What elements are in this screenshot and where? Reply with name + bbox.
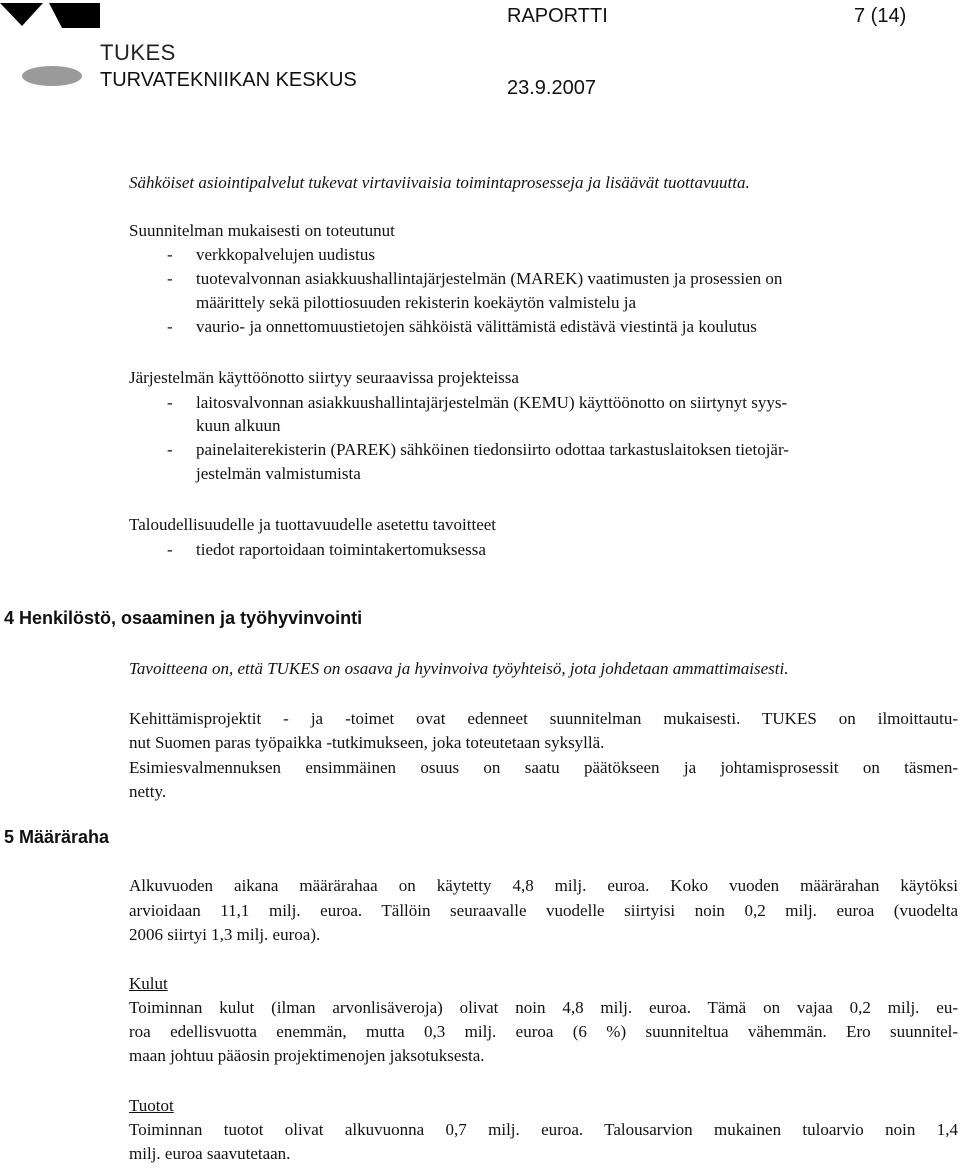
list-dash: - [167, 269, 173, 288]
deploy-item-text: painelaiterekisterin (PAREK) sähköinen tiedonsiirto odottaa tarkastuslaitoksen tietojär- [196, 440, 789, 459]
plan-item-text: verkkopalvelujen uudistus [196, 245, 375, 264]
list-dash: - [167, 540, 173, 559]
economy-item [167, 538, 486, 561]
kulut-paragraph-line: Toiminnan kulut (ilman arvonlisäveroja) olivat noin 4,8 milj. euroa. Tämä on vajaa 0,2 milj. eu- [129, 998, 958, 1017]
plan-item-continuation: määrittely sekä pilottiosuuden rekisterin koekäytön valmistelu ja [196, 293, 636, 312]
section-4-heading: 4 Henkilöstö, osaaminen ja työhyvinvointi [4, 608, 363, 628]
list-dash: - [167, 393, 173, 412]
plan-item-text: tuotevalvonnan asiakkuushallintajärjestelmän (MAREK) vaatimusten ja prosessien on [196, 269, 783, 288]
economy-intro: Taloudellisuudelle ja tuottavuudelle asetettu tavoitteet [129, 515, 497, 534]
plan-item [167, 315, 757, 338]
section-4-paragraph-line: Esimiesvalmennuksen ensimmäinen osuus on saatu päätökseen ja johtamisprosessit on täsmen- [129, 758, 958, 777]
list-dash: - [167, 440, 173, 459]
intro-italic: Sähköiset asiointipalvelut tukevat virtaviivaisia toimintaprosesseja ja lisäävät tuottavuutta. [129, 173, 750, 192]
section-5-paragraph-line: 2006 siirtyi 1,3 milj. euroa). [129, 925, 321, 944]
deploy-item [167, 438, 789, 461]
plan-intro: Suunnitelman mukaisesti on toteutunut [129, 221, 395, 240]
kulut-paragraph-line: roa edellisvuotta enemmän, mutta 0,3 milj. euroa (6 %) suunniteltua vähemmän. Ero suunnitel- [129, 1022, 958, 1041]
report-label: RAPORTTI [507, 5, 608, 27]
plan-item [167, 243, 375, 266]
section-4-paragraph-line: nut Suomen paras työpaikka -tutkimukseen, joka toteutetaan syksyllä. [129, 733, 605, 752]
logo-line1: TUKES [100, 40, 176, 65]
deploy-item-text: laitosvalvonnan asiakkuushallintajärjestelmän (KEMU) käyttöönotto on siirtynyt syys- [196, 393, 788, 412]
tuotot-paragraph-line: Toiminnan tuotot olivat alkuvuonna 0,7 milj. euroa. Talousarvion mukainen tuloarvio noin 1,4 [129, 1120, 958, 1139]
logo-mark [0, 0, 100, 92]
list-dash: - [167, 245, 173, 264]
plan-item-text: vaurio- ja onnettomuustietojen sähköistä välittämistä edistävä viestintä ja koulutus [196, 317, 757, 336]
section-5-heading: 5 Määräraha [4, 827, 110, 847]
kulut-paragraph-line: maan johtuu pääosin projektimenojen jaksotuksesta. [129, 1046, 485, 1065]
section-5-paragraph-line: arvioidaan 11,1 milj. euroa. Tällöin seuraavalle vuodelle siirtyisi noin 0,2 milj. euroa (vuodelta [129, 901, 958, 920]
tuotot-heading: Tuotot [129, 1096, 174, 1115]
economy-item-text: tiedot raportoidaan toimintakertomuksessa [196, 540, 486, 559]
page-number: 7 (14) [854, 5, 907, 27]
section-4-paragraph-line: Kehittämisprojektit - ja -toimet ovat edenneet suunnitelman mukaisesti. TUKES on ilmoittautu- [129, 709, 958, 728]
section-5-paragraph-line: Alkuvuoden aikana määrärahaa on käytetty 4,8 milj. euroa. Koko vuoden määrärahan käytöksi [129, 876, 958, 895]
deploy-intro: Järjestelmän käyttöönotto siirtyy seuraavissa projekteissa [129, 368, 519, 387]
report-date: 23.9.2007 [507, 77, 596, 99]
kulut-heading: Kulut [129, 974, 168, 993]
tukes-logo [0, 0, 360, 95]
logo-line2: TURVATEKNIIKAN KESKUS [100, 69, 357, 91]
tuotot-paragraph-line: milj. euroa saavutetaan. [129, 1144, 291, 1163]
section-4-goal: Tavoitteena on, että TUKES on osaava ja hyvinvoiva työyhteisö, jota johdetaan ammattimaisesti. [129, 659, 789, 678]
section-4-paragraph-line: netty. [129, 782, 167, 801]
plan-item [167, 267, 783, 290]
deploy-item-continuation: jestelmän valmistumista [196, 464, 361, 483]
list-dash: - [167, 317, 173, 336]
deploy-item [167, 391, 788, 414]
deploy-item-continuation: kuun alkuun [196, 416, 281, 435]
